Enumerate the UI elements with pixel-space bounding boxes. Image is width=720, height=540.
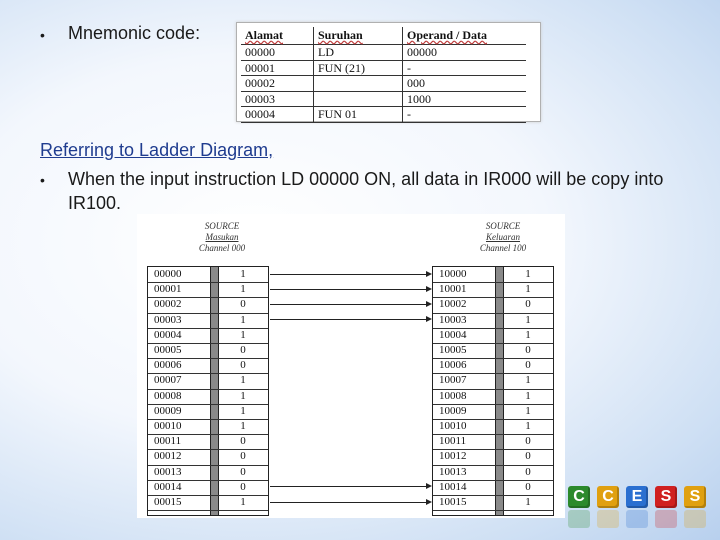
bit-address: 10008 [439,389,467,402]
bit-address: 00000 [154,268,182,280]
cell-address: 00002 [241,76,314,92]
bit-value: 1 [525,374,531,387]
bit-address: 10003 [439,313,467,326]
bit-address: 10005 [439,344,467,356]
bit-address: 00009 [154,404,182,417]
cell-address: 00004 [241,107,314,123]
header-line: SOURCE [204,221,240,231]
bit-value: 1 [525,389,531,402]
bit-value: 0 [240,480,246,493]
bit-address: 10001 [439,283,467,296]
explanation-text: When the input instruction LD 00000 ON, all data in IR000 will be copy into IR100. [68,169,664,213]
reference-heading-link[interactable]: Referring to Ladder Diagram, [40,140,274,160]
bit-address: 00011 [154,435,182,448]
cell-instruction: FUN (21) [314,60,403,76]
bit-address: 00015 [154,496,182,508]
table-row [241,45,526,61]
success-logo [564,478,714,534]
header-line: Channel 000 [198,243,246,253]
logo-cube-top [655,478,677,486]
header-operand: Operand / Data [403,27,527,45]
table-row [241,107,526,123]
bit-value: 1 [525,283,531,296]
destination-row [433,389,553,405]
bit-address: 10007 [439,374,467,387]
bit-value: 0 [525,298,531,311]
logo-cube-reflection [568,510,590,528]
source-row [148,373,268,389]
header-line: SOURCE [485,221,521,231]
destination-row [433,419,553,435]
bit-value: 0 [525,450,531,463]
bit-value: 0 [240,359,246,372]
logo-cube-top [597,478,619,486]
destination-row [433,267,553,283]
cell-instruction: LD [314,45,403,61]
destination-register [432,266,554,516]
header-line: Channel 100 [479,243,527,253]
header-line: Masukan [205,232,239,242]
bit-value: 0 [525,435,531,448]
bullet: • [40,27,45,43]
cell-address: 00003 [241,91,314,107]
logo-cube: S [684,486,706,508]
bit-address: 10010 [439,420,467,432]
bit-address: 10012 [439,450,467,463]
header-suruhan: Suruhan [314,27,403,45]
bit-value: 1 [240,389,246,402]
bit-value: 0 [240,465,246,478]
bit-address: 00001 [154,283,182,296]
cell-address: 00000 [241,45,314,61]
bit-value: 1 [525,313,531,326]
copy-arrow [270,486,428,487]
mnemonic-label: Mnemonic code: [68,23,201,43]
bullet: • [40,172,45,188]
bit-address: 10011 [439,435,467,448]
bit-address: 10009 [439,404,467,417]
logo-cube-reflection [626,510,648,528]
source-row [148,328,268,344]
destination-row [433,343,553,359]
table-row [241,91,526,107]
bit-value: 0 [240,344,246,356]
source-row [148,389,268,405]
logo-cube-top [626,478,648,486]
cell-operand: 00000 [403,45,527,61]
bit-value: 1 [525,420,531,432]
destination-row [433,480,553,496]
destination-row [433,465,553,481]
bit-value: 1 [240,328,246,341]
bit-value: 1 [240,283,246,296]
header-line: Keluaran [485,232,520,242]
copy-arrow [270,289,428,290]
bit-address: 10004 [439,328,467,341]
logo-cube: S [655,486,677,508]
bit-value: 1 [240,313,246,326]
source-row [148,449,268,465]
table-row [241,76,526,92]
copy-arrow [270,319,428,320]
cell-instruction: FUN 01 [314,107,403,123]
bit-address: 10002 [439,298,467,311]
bit-address: 00004 [154,328,182,341]
bit-address: 00003 [154,313,182,326]
bit-address: 10014 [439,480,467,493]
bit-value: 1 [240,496,246,508]
mnemonic-table [241,27,526,123]
source-register [147,266,269,516]
bit-value: 0 [240,298,246,311]
cell-operand: 1000 [403,91,527,107]
destination-row [433,282,553,298]
bit-address: 00005 [154,344,182,356]
bit-address: 00008 [154,389,182,402]
bit-value: 1 [525,496,531,508]
bit-address: 10000 [439,268,467,280]
destination-row [433,297,553,313]
destination-row [433,313,553,329]
source-row [148,434,268,450]
cell-instruction [314,76,403,92]
bit-address: 00013 [154,465,182,478]
destination-row [433,358,553,374]
bit-value: 0 [525,359,531,372]
logo-cube-reflection [684,510,706,528]
source-row [148,358,268,374]
bit-value: 1 [525,268,531,280]
table-header-row [241,27,526,45]
table-row [241,60,526,76]
copy-arrow [270,274,428,275]
source-row [148,495,268,511]
bit-value: 1 [240,404,246,417]
source-row [148,267,268,283]
bit-value: 0 [240,435,246,448]
register-copy-figure [137,214,565,518]
bit-address: 00007 [154,374,182,387]
source-row [148,465,268,481]
bit-value: 0 [240,450,246,463]
cell-operand: 000 [403,76,527,92]
source-header-left [177,221,267,254]
bit-value: 0 [525,480,531,493]
bit-address: 10006 [439,359,467,372]
bit-value: 1 [525,328,531,341]
bit-address: 00014 [154,480,182,493]
logo-cube: C [568,486,590,508]
destination-row [433,373,553,389]
cell-operand: - [403,107,527,123]
logo-cube-top [684,478,706,486]
source-row [148,404,268,420]
bit-value: 0 [525,465,531,478]
bit-address: 00012 [154,450,182,463]
destination-row [433,495,553,511]
source-header-right [458,221,548,254]
logo-cube-reflection [655,510,677,528]
source-row [148,297,268,313]
mnemonic-table-image [236,22,541,122]
logo-cube-top [568,478,590,486]
bit-value: 1 [240,268,246,280]
bit-address: 10015 [439,496,467,508]
cell-address: 00001 [241,60,314,76]
bit-address: 10013 [439,465,467,478]
source-row [148,419,268,435]
destination-row [433,449,553,465]
copy-arrow [270,502,428,503]
copy-arrow [270,304,428,305]
logo-cube: E [626,486,648,508]
bit-value: 1 [240,374,246,387]
destination-row [433,404,553,420]
cell-instruction [314,91,403,107]
source-row [148,313,268,329]
bit-address: 00006 [154,359,182,372]
destination-row [433,434,553,450]
bit-value: 1 [240,420,246,432]
logo-cube: C [597,486,619,508]
bit-address: 00010 [154,420,182,432]
header-alamat: Alamat [241,27,314,45]
bit-value: 1 [525,404,531,417]
source-row [148,282,268,298]
destination-row [433,328,553,344]
cell-operand: - [403,60,527,76]
bit-value: 0 [525,344,531,356]
source-row [148,480,268,496]
bit-address: 00002 [154,298,182,311]
logo-cube-reflection [597,510,619,528]
source-row [148,343,268,359]
